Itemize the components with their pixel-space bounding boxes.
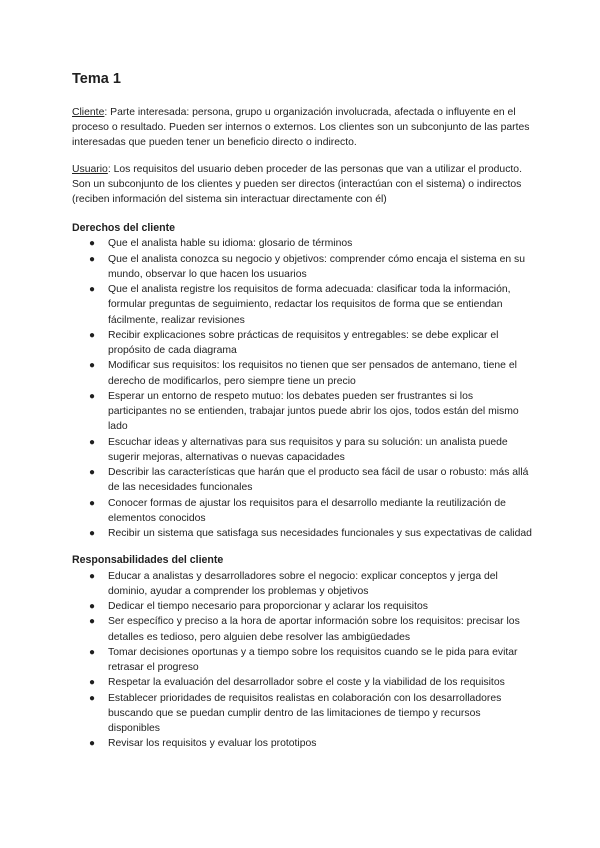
list-item-text: Escuchar ideas y alternativas para sus requisitos y para su solución: un analista puede sugerir mejoras, alternativas o nuevas capacidades xyxy=(108,436,508,463)
list-item xyxy=(72,736,532,751)
list-item xyxy=(72,599,532,614)
usuario-text: : Los requisitos del usuario deben proceder de las personas que van a utilizar el producto. Son un subconjunto de los clientes y pueden ser directos (interactúan con el sistema) o indirectos (reciben información del sistema sin interactuar directamente con él) xyxy=(72,163,522,206)
bullet-icon: ● xyxy=(89,677,96,689)
list-item xyxy=(72,465,532,495)
list-item-text: Esperar un entorno de respeto mutuo: los debates pueden ser frustrantes si los participantes no se entienden, trabajar juntos puede abrir los ojos, todos están del mismo lado xyxy=(108,390,519,433)
bullet-icon: ● xyxy=(89,360,96,372)
cliente-text: : Parte interesada: persona, grupo u organización involucrada, afectada o influyente en el proceso o resultado. Pueden ser internos o externos. Los clientes son un subconjunto de las partes interesadas que pueden tener un beneficio directo o indirecto. xyxy=(72,107,530,149)
bullet-icon: ● xyxy=(89,692,96,704)
bullet-icon: ● xyxy=(89,646,96,658)
derechos-list xyxy=(72,236,532,541)
responsabilidades-heading: Responsabilidades del cliente xyxy=(72,554,224,567)
bullet-icon: ● xyxy=(89,601,96,613)
bullet-icon: ● xyxy=(89,467,96,479)
responsabilidades-list xyxy=(72,569,532,752)
list-item xyxy=(72,496,532,526)
list-item-text: Establecer prioridades de requisitos realistas en colaboración con los desarrolladores buscando que se puedan cumplir dentro de las limitaciones de tiempo y recursos disponibles xyxy=(108,692,502,735)
list-item-text: Que el analista conozca su negocio y objetivos: comprender cómo encaja el sistema en su mundo, observar lo que hacen los usuarios xyxy=(108,253,526,280)
list-item xyxy=(72,675,532,690)
bullet-icon: ● xyxy=(89,390,96,402)
list-item xyxy=(72,526,532,541)
list-item-text: Que el analista hable su idioma: glosario de términos xyxy=(108,238,353,250)
list-item xyxy=(72,358,532,388)
usuario-definition xyxy=(72,162,532,208)
list-item xyxy=(72,645,532,675)
list-item-text: Respetar la evaluación del desarrollador sobre el coste y la viabilidad de los requisitos xyxy=(108,677,505,689)
derechos-heading: Derechos del cliente xyxy=(72,222,176,235)
list-item xyxy=(72,236,532,251)
bullet-icon: ● xyxy=(89,570,96,582)
list-item-text: Revisar los requisitos y evaluar los prototipos xyxy=(108,738,317,750)
bullet-icon: ● xyxy=(89,253,96,265)
document-page xyxy=(72,70,532,752)
list-item xyxy=(72,252,532,282)
list-item-text: Educar a analistas y desarrolladores sobre el negocio: explicar conceptos y jerga del dominio, ayudar a comprender los problemas y objetivos xyxy=(108,570,498,597)
list-item xyxy=(72,328,532,358)
bullet-icon: ● xyxy=(89,616,96,628)
list-item xyxy=(72,614,532,644)
usuario-term: Usuario xyxy=(72,163,108,175)
bullet-icon: ● xyxy=(89,329,96,341)
cliente-term: Cliente xyxy=(72,107,105,118)
list-item xyxy=(72,569,532,599)
list-item xyxy=(72,389,532,435)
bullet-icon: ● xyxy=(89,238,96,250)
bullet-icon: ● xyxy=(89,497,96,509)
list-item xyxy=(72,691,532,737)
page-title: Tema 1 xyxy=(72,71,121,87)
list-item-text: Dedicar el tiempo necesario para proporcionar y aclarar los requisitos xyxy=(108,601,428,613)
list-item-text: Que el analista registre los requisitos de forma adecuada: clasificar toda la información, formular preguntas de seguimiento, redactar los requisitos de forma que se entiendan fácilmente, realizar revisiones xyxy=(108,284,511,326)
list-item-text: Modificar sus requisitos: los requisitos no tienen que ser pensados de antemano, tiene el derecho de modificarlos, pero siempre tiene un precio xyxy=(108,360,517,387)
cliente-definition xyxy=(72,105,532,151)
bullet-icon: ● xyxy=(89,436,96,448)
list-item-text: Describir las características que harán que el producto sea fácil de usar o robusto: más allá de las necesidades funcionales xyxy=(108,467,529,494)
list-item-text: Recibir un sistema que satisfaga sus necesidades funcionales y sus expectativas de calidad xyxy=(108,528,532,540)
list-item-text: Conocer formas de ajustar los requisitos para el desarrollo mediante la reutilización de elementos conocidos xyxy=(108,497,506,524)
list-item-text: Ser específico y preciso a la hora de aportar información sobre los requisitos: precisar los detalles es tedioso, pero alguien debe resolver las ambigüedades xyxy=(108,616,520,643)
list-item xyxy=(72,435,532,465)
list-item-text: Tomar decisiones oportunas y a tiempo sobre los requisitos cuando se le pida para evitar retrasar el progreso xyxy=(108,646,518,674)
bullet-icon: ● xyxy=(89,284,96,296)
list-item-text: Recibir explicaciones sobre prácticas de requisitos y entregables: se debe explicar el propósito de cada diagrama xyxy=(108,329,499,357)
bullet-icon: ● xyxy=(89,528,96,540)
list-item xyxy=(72,282,532,328)
bullet-icon: ● xyxy=(89,738,96,750)
